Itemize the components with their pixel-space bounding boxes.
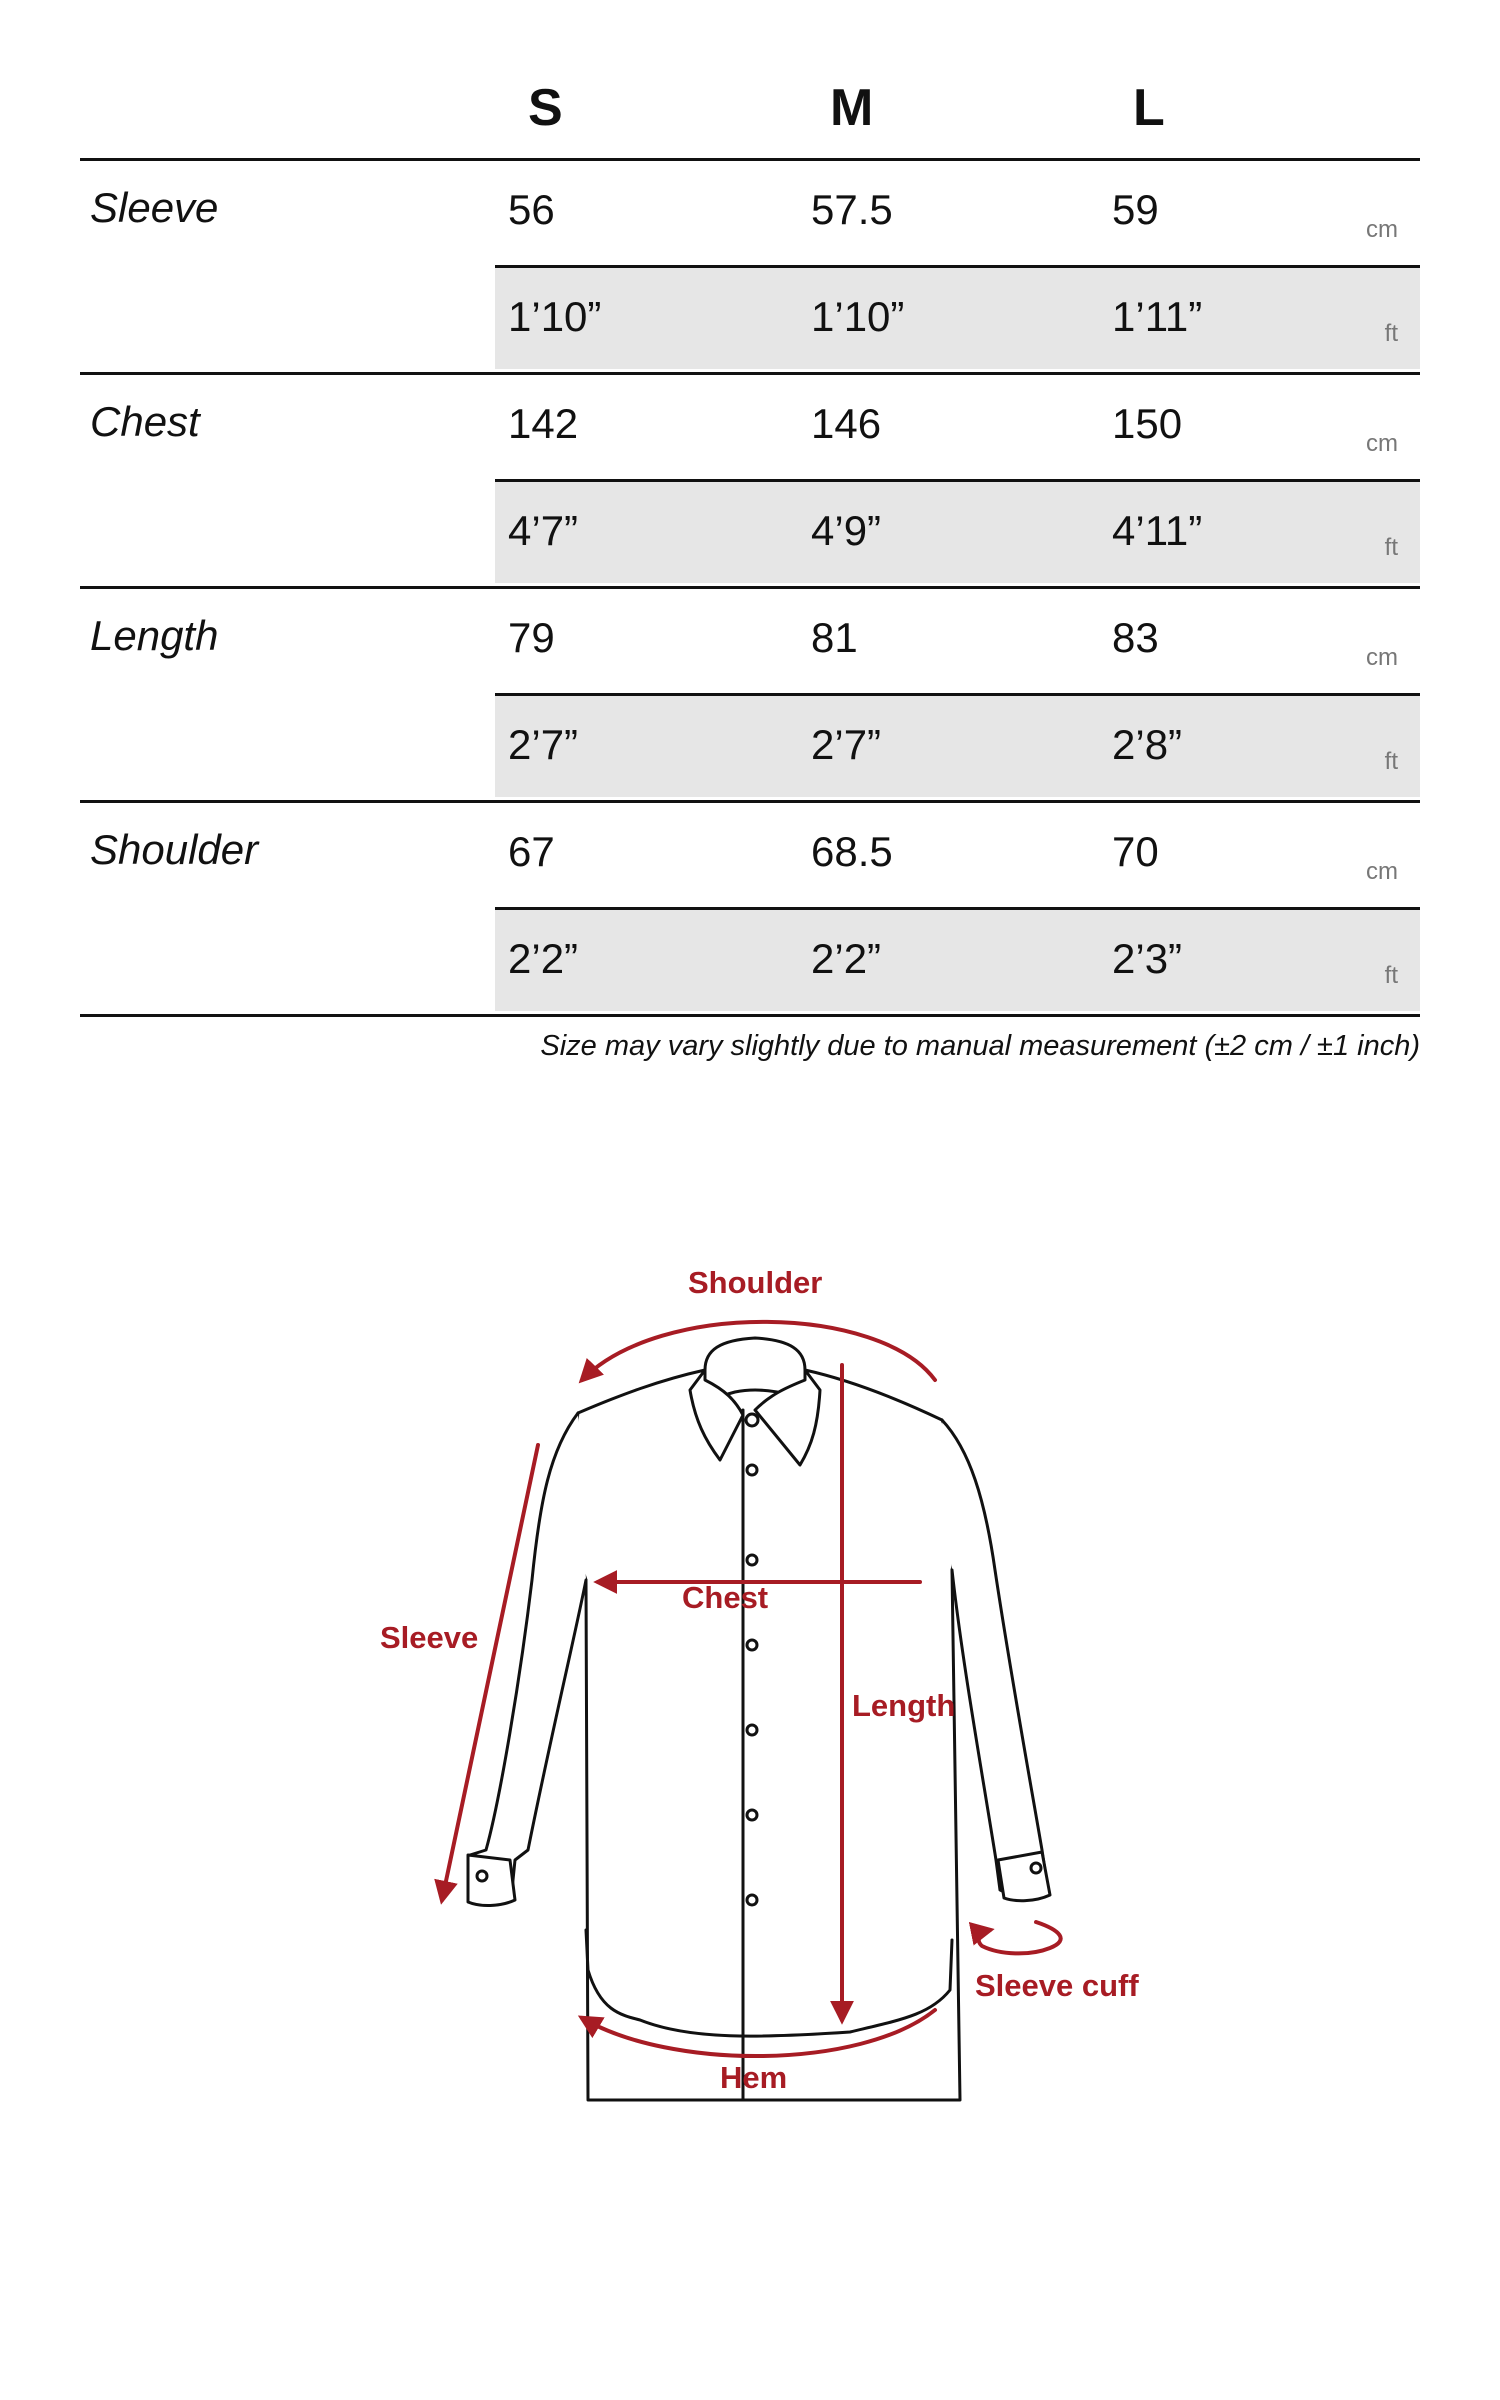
diagram-label-length: Length — [852, 1688, 956, 1723]
unit-label: ft — [1384, 748, 1398, 775]
diagram-label-shoulder: Shoulder — [688, 1265, 823, 1300]
shirt-button-icon — [746, 1414, 758, 1426]
shirt-left-cuff — [468, 1855, 515, 1906]
size-table — [80, 50, 1420, 1017]
unit-label: cm — [1366, 644, 1398, 671]
measurement-label: Shoulder — [90, 826, 259, 873]
shirt-icon — [468, 1338, 1050, 2100]
value-cell: 2’7” — [508, 721, 579, 768]
measurement-group-length — [80, 589, 1420, 803]
unit-label: cm — [1366, 858, 1398, 885]
measurement-label: Sleeve — [90, 184, 219, 231]
cuff-button-icon — [477, 1871, 487, 1881]
value-cell: 2’8” — [1112, 721, 1183, 768]
unit-label: ft — [1384, 534, 1398, 561]
unit-label: ft — [1384, 320, 1398, 347]
cm-row — [495, 375, 1420, 479]
value-cell: 59 — [1112, 186, 1159, 233]
size-header-m: M — [830, 79, 874, 137]
value-cell: 4’11” — [1112, 507, 1203, 554]
measurement-note: Size may vary slightly due to manual measurement (±2 cm / ±1 inch) — [540, 1030, 1420, 1062]
diagram-label-sleeve: Sleeve — [380, 1620, 479, 1655]
value-cell: 70 — [1112, 828, 1159, 875]
shirt-right-sleeve — [942, 1420, 1048, 1895]
value-cell: 1’11” — [1112, 293, 1203, 340]
diagram-label-hem: Hem — [720, 2060, 788, 2095]
shirt-right-cuff — [998, 1852, 1050, 1901]
shirt-button-icon — [747, 1895, 757, 1905]
value-cell: 2’7” — [811, 721, 882, 768]
value-cell: 142 — [508, 400, 579, 447]
size-header-row — [80, 50, 1420, 161]
diagram-label-chest: Chest — [682, 1580, 769, 1615]
measurement-label: Length — [90, 612, 219, 659]
value-cell: 1’10” — [811, 293, 905, 340]
value-cell: 1’10” — [508, 293, 602, 340]
value-cell: 81 — [811, 614, 858, 661]
cm-row — [495, 803, 1420, 907]
measurement-diagram — [360, 1240, 1160, 2120]
value-cell: 83 — [1112, 614, 1159, 661]
measurement-label: Chest — [90, 398, 200, 445]
unit-label: cm — [1366, 216, 1398, 243]
cm-row — [495, 161, 1420, 265]
measurement-group-sleeve — [80, 161, 1420, 375]
value-cell: 2’2” — [811, 935, 882, 982]
cm-row — [495, 589, 1420, 693]
value-cell: 146 — [811, 400, 882, 447]
sleeve-cuff-arrow — [979, 1922, 1061, 1953]
unit-label: ft — [1384, 962, 1398, 989]
value-cell: 57.5 — [811, 186, 893, 233]
ft-row — [495, 265, 1420, 369]
cuff-button-icon — [1031, 1863, 1041, 1873]
value-cell: 4’9” — [811, 507, 882, 554]
shirt-body-outline — [572, 1370, 960, 2100]
diagram-label-sleeve-cuff: Sleeve cuff — [975, 1968, 1139, 2003]
value-cell: 150 — [1112, 400, 1183, 447]
measurement-group-shoulder — [80, 803, 1420, 1017]
shirt-button-icon — [747, 1640, 757, 1650]
unit-label: cm — [1366, 430, 1398, 457]
value-cell: 68.5 — [811, 828, 893, 875]
shirt-button-icon — [747, 1555, 757, 1565]
ft-row — [495, 479, 1420, 583]
size-header-l: L — [1133, 79, 1165, 137]
measurement-group-chest — [80, 375, 1420, 589]
ft-row — [495, 693, 1420, 797]
size-header-s: S — [528, 79, 563, 137]
value-cell: 67 — [508, 828, 555, 875]
value-cell: 79 — [508, 614, 555, 661]
ft-row — [495, 907, 1420, 1011]
shirt-button-icon — [747, 1810, 757, 1820]
value-cell: 2’3” — [1112, 935, 1183, 982]
value-cell: 4’7” — [508, 507, 579, 554]
value-cell: 56 — [508, 186, 555, 233]
shirt-left-sleeve — [468, 1413, 586, 1895]
shirt-button-icon — [747, 1465, 757, 1475]
value-cell: 2’2” — [508, 935, 579, 982]
shirt-button-icon — [747, 1725, 757, 1735]
